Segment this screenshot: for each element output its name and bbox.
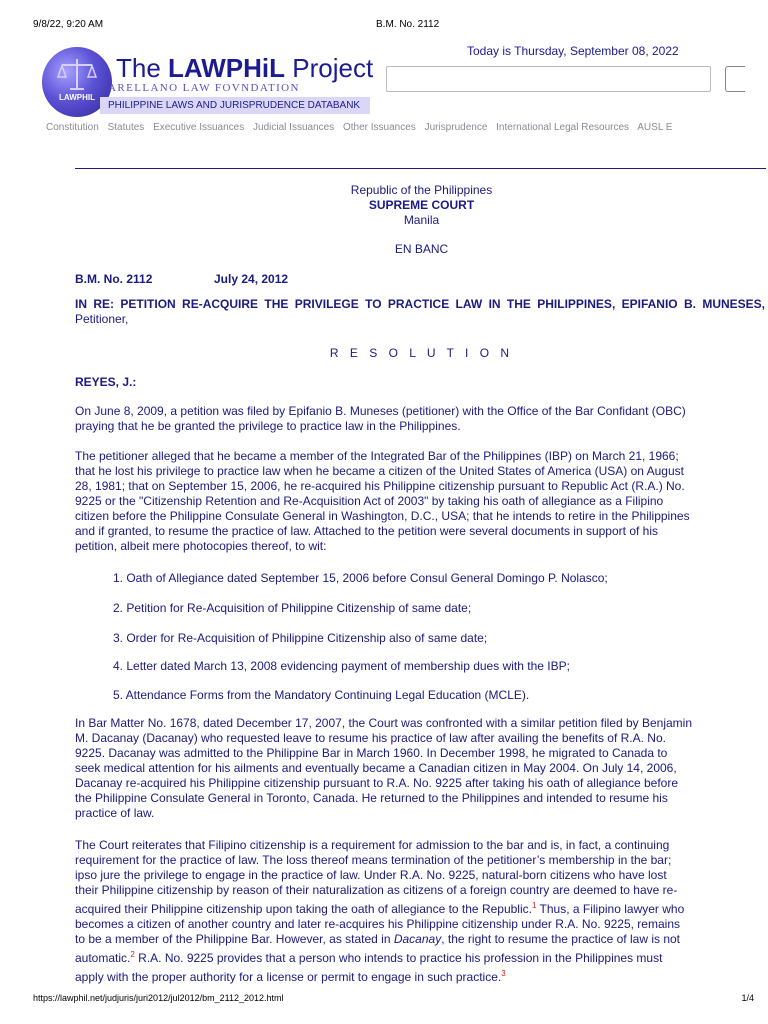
text-line: praying that he be granted the privilege to practice law in the Philippines. xyxy=(75,419,461,433)
paragraph-4 xyxy=(75,838,766,985)
print-date: 9/8/22, 9:20 AM xyxy=(33,19,104,30)
text-line: that he lost his privilege to practice law when he became a citizen of the United States of America (USA) on August xyxy=(75,464,684,478)
text-span: acquired their Philippine citizenship upon taking the oath of allegiance to the Republic. xyxy=(75,902,532,916)
print-page-number: 1/4 xyxy=(741,993,754,1003)
site-title-main: LAWPHiL xyxy=(168,53,286,83)
footnote-link-1[interactable]: 1 xyxy=(531,901,537,910)
text-line: ipso jure the privilege to engage in the practice of law. Under R.A. No. 9225, natural-born citizens who have lost xyxy=(75,868,667,882)
text-line xyxy=(75,966,766,985)
text-line: 28, 1981; that on September 15, 2006, he re-acquired his Philippine citizenship pursuant to Republic Act (R.A.) No. xyxy=(75,479,685,493)
case-date: July 24, 2012 xyxy=(214,272,289,286)
search-input[interactable] xyxy=(386,66,711,92)
case-number: B.M. No. 2112 xyxy=(75,272,153,286)
nav-other-issuances[interactable]: Other Issuances xyxy=(342,122,416,133)
text-line: practice of law. xyxy=(75,806,155,820)
list-item: 3. Order for Re-Acquisition of Philippine Citizenship also of same date; xyxy=(113,631,488,645)
case-title xyxy=(75,297,765,327)
text-line: and if granted, to resume the practice of law. Attached to the petition were several documents in support of his xyxy=(75,524,659,538)
paragraph-2 xyxy=(75,449,766,554)
nav-statutes[interactable]: Statutes xyxy=(107,122,145,133)
logo-text: LAWPHIL xyxy=(59,93,95,102)
text-line: 9225 or the "Citizenship Retention and Re-Acquisition Act of 2003" by taking his oath of allegiance as a Filipino xyxy=(75,494,664,508)
text-line: seek medical attention for his ailments and eventually became a Canadian citizen in May 2004. On July 14, 2006, xyxy=(75,761,677,775)
site-subtitle: ARELLANO LAW FOVNDATION xyxy=(108,82,300,94)
text-line: The petitioner alleged that he became a member of the Integrated Bar of the Philippines (IBP) on March 21, 1966; xyxy=(75,449,679,463)
text-line: The Court reiterates that Filipino citizenship is a requirement for admission to the bar and is, in fact, a continuing xyxy=(75,838,670,852)
resolution-heading: R E S O L U T I O N xyxy=(329,346,514,360)
ponente: REYES, J.: xyxy=(75,375,137,389)
site-title-prefix: The xyxy=(116,53,161,83)
nav-judicial-issuances[interactable]: Judicial Issuances xyxy=(253,122,335,133)
site-tagline: PHILIPPINE LAWS AND JURISPRUDENCE DATABANK xyxy=(100,97,370,114)
text-line: their Philippine citizenship by reason of their naturalization as citizens of a foreign country are deemed to have re- xyxy=(75,883,678,897)
text-span: apply with the proper authority for a license or permit to engage in such practice. xyxy=(75,970,502,984)
court-city: Manila xyxy=(403,213,440,227)
print-url: https://lawphil.net/judjuris/juri2012/jul2012/bm_2112_2012.html xyxy=(33,993,284,1003)
text-line xyxy=(75,898,766,917)
text-line xyxy=(75,947,766,966)
text-line: citizen before the Philippine Consulate General in Washington, D.C., USA; that he intends to retire in the Philippines xyxy=(75,509,690,523)
text-line: the Philippine Consulate General in Toronto, Canada. He returned to the Philippines and intended to resume his xyxy=(75,791,668,805)
paragraph-3 xyxy=(75,716,766,821)
list-item: 4. Letter dated March 13, 2008 evidencing payment of membership dues with the IBP; xyxy=(113,659,570,673)
text-span: Thus, a Filipino lawyer who xyxy=(536,902,685,916)
court-name: SUPREME COURT xyxy=(368,198,475,212)
nav-executive-issuances[interactable]: Executive Issuances xyxy=(153,122,245,133)
print-title: B.M. No. 2112 xyxy=(376,19,440,30)
court-republic: Republic of the Philippines xyxy=(350,183,493,197)
case-petitioner: Petitioner, xyxy=(75,312,129,326)
list-item: 5. Attendance Forms from the Mandatory Continuing Legal Education (MCLE). xyxy=(113,688,530,702)
nav-international-legal-resources[interactable]: International Legal Resources xyxy=(496,122,630,133)
list-item: 1. Oath of Allegiance dated September 15, 2006 before Consul General Domingo P. Nolasco; xyxy=(113,571,608,585)
nav-jurisprudence[interactable]: Jurisprudence xyxy=(424,122,488,133)
divider xyxy=(75,168,766,169)
text-span: to be a member of the Philippine Bar. However, as stated in xyxy=(75,932,394,946)
site-title[interactable] xyxy=(116,53,373,84)
scales-icon xyxy=(56,57,98,93)
footnote-link-2[interactable]: 2 xyxy=(130,950,135,959)
nav-constitution[interactable]: Constitution xyxy=(46,122,99,133)
text-span: R.A. No. 9225 provides that a person who intends to practice his profession in the Philippines must xyxy=(134,951,663,965)
case-reference: Dacanay xyxy=(393,932,442,946)
list-item: 2. Petition for Re-Acquisition of Philippine Citizenship of same date; xyxy=(113,601,472,615)
text-line: becomes a citizen of another country and later re-acquires his Philippine citizenship under R.A. No. 9225, remains xyxy=(75,917,680,931)
text-line: Dacanay re-acquired his Philippine citizenship pursuant to R.A. No. 9225 after taking his oath of allegiance before xyxy=(75,776,679,790)
nav-ausl[interactable]: AUSL E xyxy=(637,122,673,133)
text-span: automatic. xyxy=(75,951,131,965)
text-line: M. Dacanay (Dacanay) who requested leave to resume his practice of law after availing the benefits of R.A. No. xyxy=(75,731,666,745)
text-line: In Bar Matter No. 1678, dated December 17, 2007, the Court was confronted with a similar petition filed by Benjamin xyxy=(75,716,692,730)
text-span: , the right to resume the practice of law is not xyxy=(441,932,680,946)
court-division: EN BANC xyxy=(394,242,449,256)
text-line: 9225. Dacanay was admitted to the Philippine Bar in March 1960. In December 1998, he migrated to Canada to xyxy=(75,746,668,760)
paragraph-1 xyxy=(75,404,766,434)
footnote-link-3[interactable]: 3 xyxy=(501,969,506,978)
text-line xyxy=(75,932,766,947)
site-title-suffix: Project xyxy=(292,53,374,83)
text-line: requirement for the practice of law. The loss thereof means termination of the petitioner’s membership in the bar; xyxy=(75,853,672,867)
case-title-text: IN RE: PETITION RE-ACQUIRE THE PRIVILEGE TO PRACTICE LAW IN THE PHILIPPINES, EPIFANIO B. MUNESES, xyxy=(75,297,765,311)
search-button[interactable] xyxy=(725,66,745,92)
text-line: petition, albeit mere photocopies thereof, to wit: xyxy=(75,539,327,553)
text-line: On June 8, 2009, a petition was filed by Epifanio B. Muneses (petitioner) with the Office of the Bar Confidant (OBC) xyxy=(75,404,686,418)
nav-bar xyxy=(46,122,766,136)
today-date: Today is Thursday, September 08, 2022 xyxy=(467,44,679,58)
